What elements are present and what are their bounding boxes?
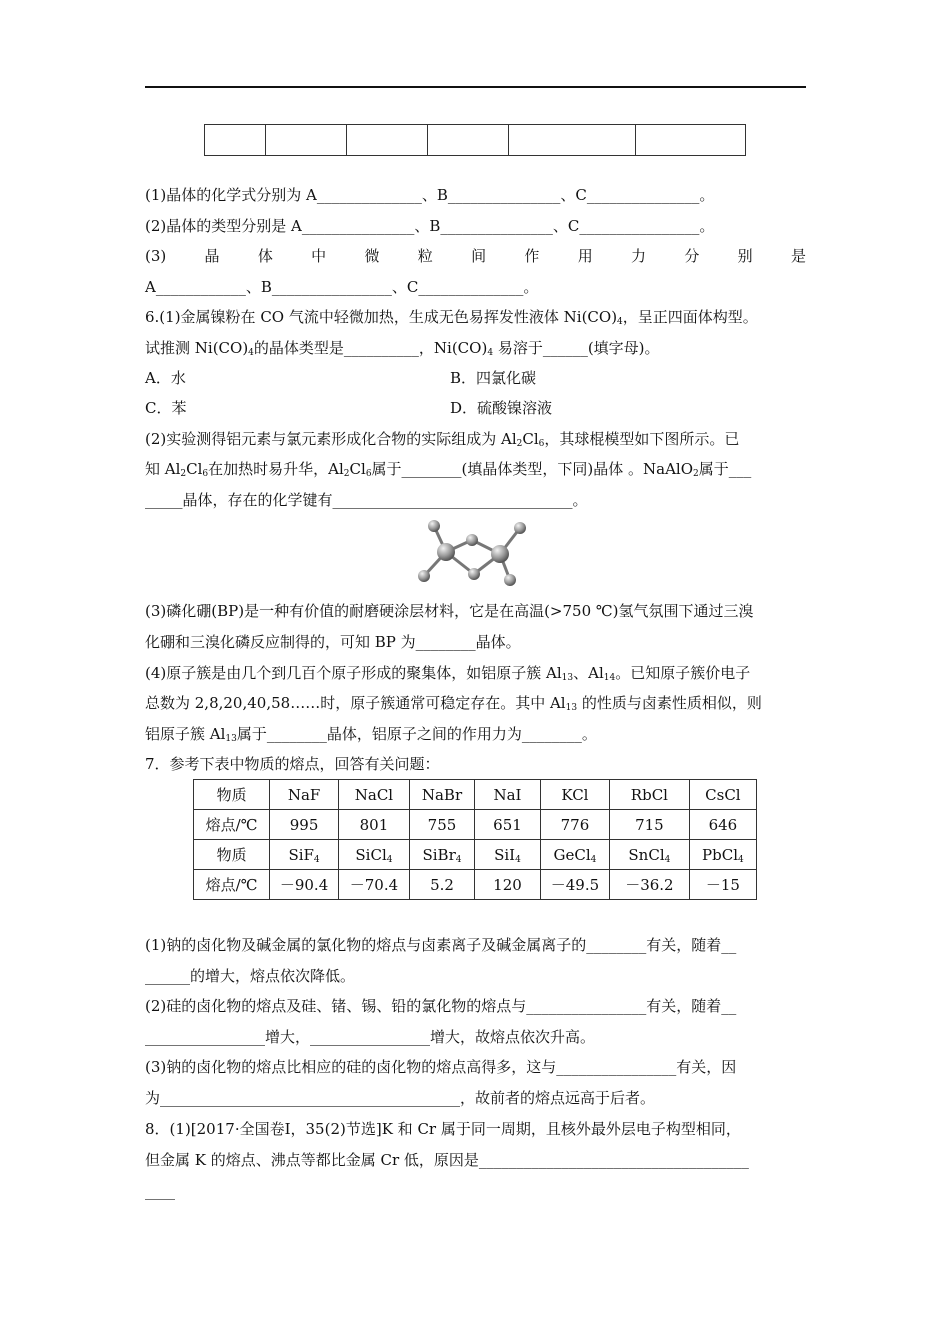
table-row [194,780,757,810]
table-cell [409,780,474,810]
text-segment: 755 [427,815,457,834]
subscript: 4 [313,854,320,865]
subscript: 4 [515,854,521,865]
blank-cell [509,125,636,156]
text-segment: (3)钠的卤化物的熔点比相应的硅的卤化物的熔点高得多，这与________________有关，因 [145,1058,737,1076]
text-segment: 。已知原子簇价电子 [615,664,751,682]
text-segment: 间 [471,247,487,265]
table-cell [338,840,409,870]
table-cell [409,840,474,870]
text-segment: 作 [524,247,540,265]
table-cell [689,780,756,810]
subscript: 13 [561,673,574,683]
text-segment: 用 [577,247,593,265]
text-segment: (2)实验测得铝元素与氯元素形成化合物的实际组成为 Al [145,430,517,448]
blank-table [204,124,746,156]
text-line [145,489,806,511]
text-segment: ____ [145,1182,175,1200]
table-cell [475,840,541,870]
text-segment: 物质 [216,786,247,804]
option-a: A．水 [145,369,186,387]
table-cell [338,810,409,840]
text-segment: NaBr [421,785,463,804]
text-segment: 8．(1)[2017·全国卷Ⅰ，35(2)节选]K 和 Cr 属于同一周期，且核外最外层电子构型相同， [145,1120,741,1138]
text-segment: 铝原子簇 Al [145,725,226,743]
table-cell [610,870,690,900]
text-segment: ________________增大，________________增大，故熔点依次升高。 [145,1028,596,1046]
blank-cell [636,125,746,156]
text-segment: －15 [705,876,740,894]
table-cell [689,810,756,840]
text-segment: 中 [311,247,327,265]
text-line [145,276,806,298]
subscript: 13 [565,703,578,713]
text-segment: _____晶体，存在的化学键有________________________________。 [145,491,588,509]
text-segment: 晶 [204,247,220,265]
option-d: D．硫酸镍溶液 [450,399,553,417]
text-line [145,215,806,237]
table-cell [409,810,474,840]
option-c: C．苯 [145,399,187,417]
text-segment: 力 [631,247,647,265]
table-row [194,840,757,870]
text-segment: 属于________(填晶体类型，下同)晶体 。NaAlO [371,460,694,478]
text-segment: 化硼和三溴化磷反应制得的，可知 BP 为________晶体。 [145,633,521,651]
text-segment: 熔点/℃ [205,816,258,834]
text-line [145,723,806,745]
text-segment: ______的增大，熔点依次降低。 [145,967,356,985]
text-segment: PbCl [702,845,738,864]
table-cell [610,780,690,810]
text-segment: Cl [349,460,366,478]
text-line [145,1118,806,1140]
blank-cell [428,125,509,156]
subscript: 4 [738,854,744,865]
text-segment: 646 [708,815,738,834]
text-segment: GeCl [553,845,591,864]
text-line [145,1056,806,1078]
text-segment: (3)磷化硼(BP)是一种有价值的耐磨硬涂层材料，它是在高温(>750 ℃)氢气氛围下通过三溴 [145,602,754,620]
melting-point-table [193,779,757,900]
blank-cell [205,125,266,156]
text-line [145,934,806,956]
text-segment: 801 [359,815,389,834]
text-line [145,1149,806,1171]
text-segment: 的晶体类型是__________，Ni(CO) [253,339,488,357]
text-line [145,458,806,480]
text-line [145,245,806,267]
text-segment: SnCl [628,845,665,864]
text-segment: 在加热时易升华，Al [208,460,344,478]
text-segment: 776 [560,815,590,834]
text-segment: 但金属 K 的熔点、沸点等都比金属 Cr 低，原因是____________________________________ [145,1151,749,1169]
subscript: 6 [538,439,545,449]
subscript: 2 [343,469,350,479]
text-segment: 715 [635,815,664,834]
text-segment: 微 [364,247,380,265]
text-segment: SiI [494,845,516,864]
text-line [145,337,806,359]
table-cell [610,810,690,840]
subscript: 2 [180,469,187,479]
text-segment: 、Al [573,664,604,682]
subscript: 4 [487,348,494,358]
text-line [145,600,806,622]
text-segment: 知 Al [145,460,181,478]
table-cell [540,780,609,810]
text-segment: (4)原子簇是由几个到几百个原子形成的聚集体，如铝原子簇 Al [145,664,562,682]
text-segment: A____________、B________________、C______________。 [145,278,539,296]
text-segment: 体 [257,247,273,265]
table-cell [270,780,339,810]
subscript: 6 [365,469,372,479]
text-segment: 粒 [417,247,433,265]
text-segment: (1)晶体的化学式分别为 A______________、B_______________、C_______________。 [145,186,715,204]
text-line [145,428,806,450]
subscript: 2 [516,439,523,449]
text-line [145,1180,806,1202]
table-cell [194,810,270,840]
table-cell [270,840,339,870]
text-segment: NaCl [354,785,394,804]
table-cell [194,780,270,810]
text-segment: CsCl [705,785,741,804]
text-segment: 120 [493,875,522,894]
table-cell [409,870,474,900]
text-segment: 属于___ [698,460,752,478]
table-cell [194,840,270,870]
table-cell [540,870,609,900]
text-segment: KCl [561,785,589,804]
table-cell [610,840,690,870]
text-line [145,965,806,987]
table-cell [689,840,756,870]
text-segment: (2)硅的卤化物的熔点及硅、锗、锡、铅的氯化物的熔点与________________有关，随着__ [145,997,737,1015]
text-line [145,662,806,684]
text-segment: NaF [287,785,321,804]
text-segment: 属于________晶体，铝原子之间的作用力为________。 [236,725,597,743]
text-segment: 7．参考下表中物质的熔点，回答有关问题： [145,755,440,773]
option-b: B．四氯化碳 [450,369,537,387]
text-segment: (2)晶体的类型分别是 A_______________、B_______________、C________________。 [145,217,715,235]
table-cell [475,870,541,900]
text-line [145,995,806,1017]
table-cell [540,810,609,840]
text-segment: －70.4 [349,876,399,894]
subscript: 4 [664,854,671,865]
blank-cell [266,125,347,156]
text-segment: 别 [737,247,753,265]
text-line [145,1087,806,1109]
subscript: 4 [590,854,597,865]
table-cell [540,840,609,870]
al2cl6-ball-stick-model [412,518,532,592]
text-line [145,184,806,206]
table-cell [475,780,541,810]
table-cell [338,870,409,900]
table-cell [270,810,339,840]
table-cell [270,870,339,900]
table-cell [338,780,409,810]
header-rule [145,86,806,88]
text-segment: 651 [493,815,522,834]
text-segment: 995 [289,815,319,834]
text-segment: 易溶于______(填字母)。 [493,339,660,357]
text-line [145,692,806,714]
text-segment: Cl [522,430,539,448]
subscript: 4 [386,854,393,865]
text-segment: 试推测 Ni(CO) [145,339,249,357]
subscript: 14 [603,673,616,683]
text-segment: SiBr [422,845,456,864]
text-segment: 为________________________________________，故前者的熔点远高于后者。 [145,1089,656,1107]
table-cell [194,870,270,900]
text-segment: NaI [493,785,522,804]
table-row [194,870,757,900]
text-segment: －90.4 [279,876,329,894]
text-segment: 熔点/℃ [205,876,258,894]
text-line [145,306,806,328]
text-segment: ，呈正四面体构型。 [622,308,758,326]
text-line [145,753,806,775]
text-segment: SiCl [355,845,387,864]
subscript: 2 [693,469,699,479]
text-segment: 5.2 [430,875,454,894]
text-segment: 是 [790,247,806,265]
text-segment: 物质 [216,846,247,864]
text-segment: 6.(1)金属镍粉在 CO 气流中轻微加热，生成无色易挥发性液体 Ni(CO) [145,308,618,326]
table-cell [689,870,756,900]
text-segment: 的性质与卤素性质相似，则 [577,694,762,712]
text-segment: (3) [145,247,167,265]
text-line [145,631,806,653]
text-segment: 分 [684,247,700,265]
text-segment: ，其球棍模型如下图所示。已 [544,430,740,448]
text-segment: (1)钠的卤化物及碱金属的氯化物的熔点与卤素离子及碱金属离子的________有关，随着__ [145,936,737,954]
text-segment: －36.2 [625,876,674,894]
table-cell [475,810,541,840]
subscript: 4 [617,317,623,327]
text-segment: SiF [288,845,314,864]
text-line [145,1026,806,1048]
text-segment: －49.5 [550,876,600,894]
subscript: 6 [202,469,209,479]
blank-cell [347,125,428,156]
subscript: 4 [248,348,254,358]
subscript: 4 [455,854,462,865]
table-row [194,810,757,840]
subscript: 13 [225,734,237,744]
text-segment: RbCl [630,785,668,804]
text-segment: 总数为 2,8,20,40,58……时，原子簇通常可稳定存在。其中 Al [145,694,566,712]
text-segment: Cl [186,460,203,478]
